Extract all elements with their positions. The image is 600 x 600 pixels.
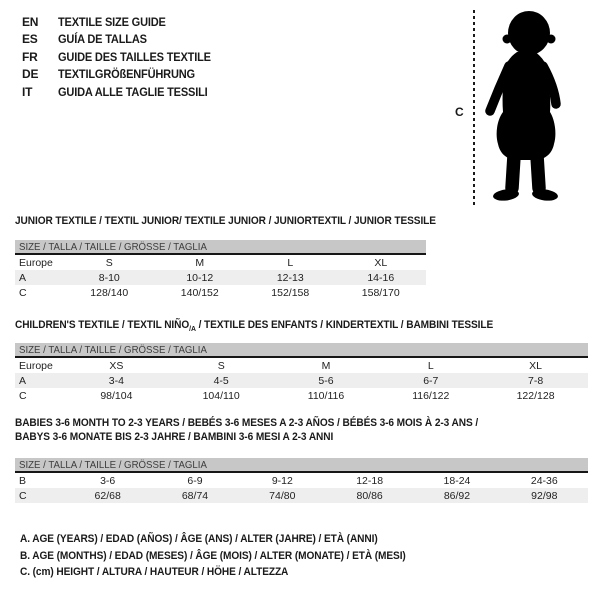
lang-code: FR bbox=[22, 49, 38, 64]
row-label: C bbox=[19, 389, 27, 402]
cell: 3-6 bbox=[100, 474, 116, 487]
lang-code: IT bbox=[22, 84, 33, 99]
table-row-europe bbox=[15, 255, 426, 270]
height-measure-label: C bbox=[455, 105, 464, 119]
junior-textile-table bbox=[15, 214, 436, 300]
lang-title: GUIDA ALLE TAGLIE TESSILI bbox=[58, 84, 208, 99]
cell: 104/110 bbox=[202, 389, 240, 402]
table-row-age-months bbox=[15, 473, 588, 488]
cell: L bbox=[287, 256, 294, 269]
cell: 158/170 bbox=[361, 286, 400, 299]
lang-row-de bbox=[22, 66, 224, 84]
cell: L bbox=[427, 359, 434, 372]
row-label: C bbox=[19, 286, 27, 299]
legend-notes bbox=[20, 531, 439, 581]
cell: 86/92 bbox=[443, 489, 471, 502]
lang-row-it bbox=[22, 83, 224, 101]
cell: 12-13 bbox=[276, 271, 304, 284]
cell: 8-10 bbox=[98, 271, 120, 284]
cell: 10-12 bbox=[186, 271, 214, 284]
cell: 122/128 bbox=[516, 389, 555, 402]
title-pre: CHILDREN'S TEXTILE / TEXTIL NIÑO bbox=[15, 319, 190, 331]
row-label: A bbox=[19, 374, 27, 387]
cell: 128/140 bbox=[90, 286, 129, 299]
lang-code: EN bbox=[22, 14, 39, 29]
lang-row-en bbox=[22, 13, 224, 31]
table-title-text: JUNIOR TEXTILE / TEXTIL JUNIOR/ TEXTILE JUNIOR / JUNIORTEXTIL / JUNIOR TESSILE bbox=[15, 215, 436, 227]
cell: 98/104 bbox=[100, 389, 133, 402]
cell: 14-16 bbox=[367, 271, 395, 284]
lang-title: TEXTILGRÖßENFÜHRUNG bbox=[58, 67, 195, 82]
size-header-text: SIZE / TALLA / TAILLE / GRÖSSE / TAGLIA bbox=[19, 240, 207, 253]
lang-row-fr bbox=[22, 48, 224, 66]
cell: 9-12 bbox=[271, 474, 293, 487]
row-label: C bbox=[19, 489, 27, 502]
babies-textile-table bbox=[15, 416, 588, 503]
size-header-text: SIZE / TALLA / TAILLE / GRÖSSE / TAGLIA bbox=[19, 343, 207, 356]
cell: 110/116 bbox=[307, 389, 345, 402]
cell: 18-24 bbox=[443, 474, 471, 487]
note-age-months: B. AGE (MONTHS) / EDAD (MESES) / ÂGE (MOIS) / ALTER (MONATE) / ETÀ (MESI) bbox=[20, 549, 406, 562]
table-title bbox=[15, 214, 436, 228]
cell: XS bbox=[109, 359, 124, 372]
table-title-line2: BABYS 3-6 MONATE BIS 2-3 JAHRE / BAMBINI 3-6 MESI A 2-3 ANNI bbox=[15, 431, 334, 443]
table-row-height bbox=[15, 388, 588, 403]
cell: 80/86 bbox=[356, 489, 383, 502]
cell: 62/68 bbox=[94, 489, 121, 502]
cell: 24-36 bbox=[530, 474, 558, 487]
cell: 6-9 bbox=[187, 474, 203, 487]
lang-title: TEXTILE SIZE GUIDE bbox=[58, 14, 166, 29]
cell: M bbox=[195, 256, 205, 269]
cell: 7-8 bbox=[527, 374, 544, 387]
title-sub: /A bbox=[189, 324, 196, 334]
table-row-age bbox=[15, 373, 588, 388]
size-header-text: SIZE / TALLA / TAILLE / GRÖSSE / TAGLIA bbox=[19, 458, 207, 471]
lang-row-es bbox=[22, 31, 224, 49]
row-label: Europe bbox=[19, 256, 53, 269]
cell: S bbox=[105, 256, 113, 269]
title-post: / TEXTILE DES ENFANTS / KINDERTEXTIL / BAMBINI TESSILE bbox=[195, 319, 494, 331]
table-row-height bbox=[15, 285, 426, 300]
table-title-line1: BABIES 3-6 MONTH TO 2-3 YEARS / BEBÉS 3-6 MESES A 2-3 AÑOS / BÉBÉS 3-6 MOIS À 2-3 ANS / bbox=[15, 417, 479, 429]
table-title bbox=[15, 318, 588, 332]
cell: XL bbox=[529, 359, 542, 372]
table-row-height bbox=[15, 488, 588, 503]
cell: 3-4 bbox=[108, 374, 124, 387]
cell: 152/158 bbox=[271, 286, 310, 299]
lang-code: DE bbox=[22, 67, 39, 82]
cell: 74/80 bbox=[269, 489, 296, 502]
table-row-age bbox=[15, 270, 426, 285]
cell: 68/74 bbox=[181, 489, 209, 502]
children-textile-table bbox=[15, 318, 588, 403]
size-header-bar bbox=[15, 458, 588, 473]
cell: XL bbox=[374, 256, 388, 269]
size-header-bar bbox=[15, 343, 588, 358]
cell: 140/152 bbox=[180, 286, 219, 299]
language-title-list bbox=[22, 13, 224, 101]
cell: S bbox=[217, 359, 225, 372]
lang-code: ES bbox=[22, 32, 38, 47]
cell: 6-7 bbox=[423, 374, 439, 387]
cell: M bbox=[321, 359, 331, 372]
size-header-bar bbox=[15, 240, 426, 255]
lang-title: GUÍA DE TALLAS bbox=[58, 32, 147, 47]
lang-title: GUIDE DES TAILLES TEXTILE bbox=[58, 49, 211, 64]
baby-silhouette-icon bbox=[481, 8, 569, 204]
cell: 116/122 bbox=[412, 389, 450, 402]
table-row-europe bbox=[15, 358, 588, 373]
row-label: B bbox=[19, 474, 27, 487]
note-age-years: A. AGE (YEARS) / EDAD (AÑOS) / ÂGE (ANS) / ALTER (JAHRE) / ETÀ (ANNI) bbox=[20, 533, 378, 545]
table-title bbox=[15, 416, 588, 444]
table-title-text bbox=[15, 318, 493, 336]
row-label: A bbox=[19, 271, 27, 284]
cell: 5-6 bbox=[318, 374, 334, 387]
note-height-cm: C. (cm) HEIGHT / ALTURA / HAUTEUR / HÖHE / ALTEZZA bbox=[20, 566, 289, 578]
cell: 92/98 bbox=[531, 489, 558, 502]
cell: 4-5 bbox=[213, 374, 229, 387]
row-label: Europe bbox=[19, 359, 53, 372]
height-dashed-line bbox=[473, 10, 475, 208]
cell: 12-18 bbox=[356, 474, 384, 487]
